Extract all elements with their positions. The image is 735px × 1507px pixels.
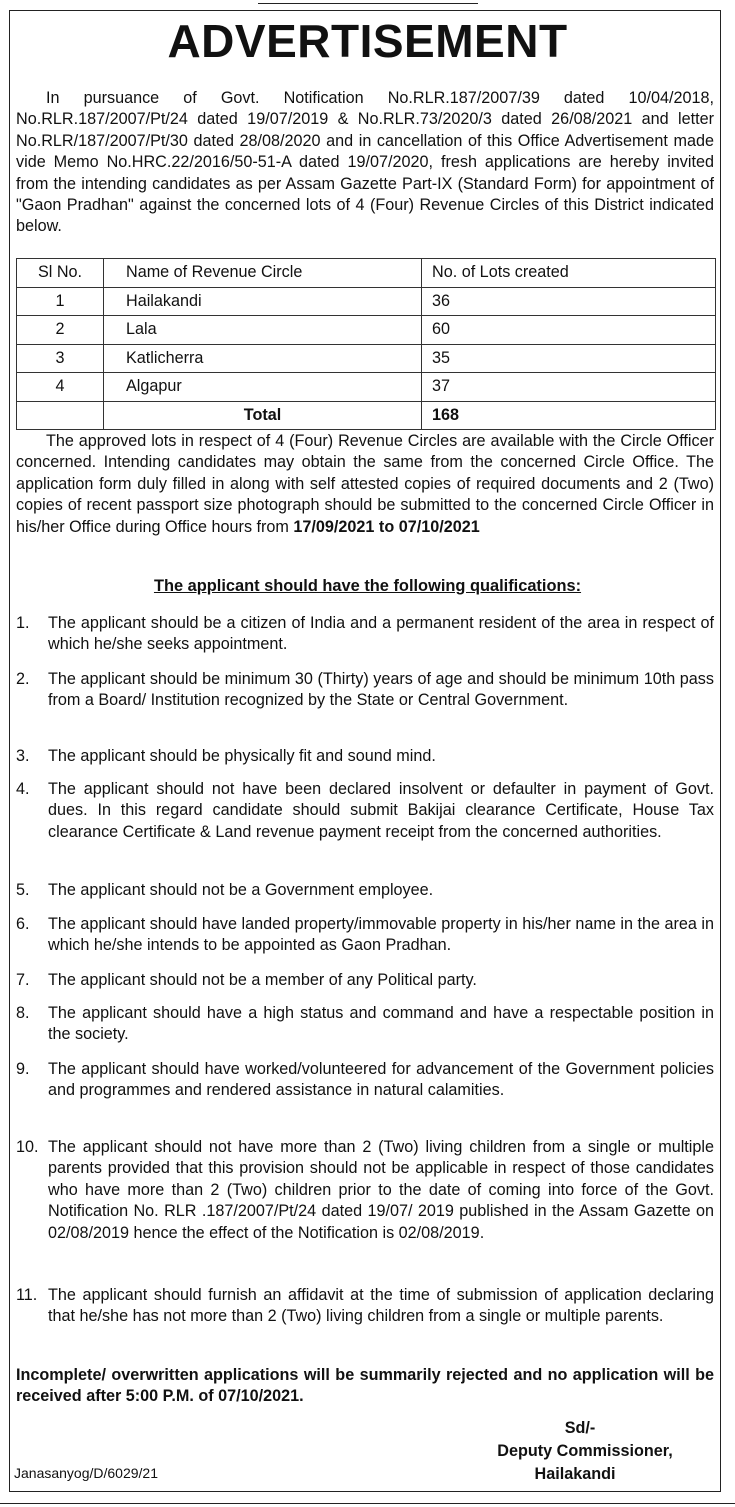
item-number: 10. <box>16 1138 39 1156</box>
signature-sd: Sd/- <box>564 1419 596 1437</box>
item-text: The applicant should not be a member of any Political party. <box>48 971 477 989</box>
page-title: ADVERTISEMENT <box>167 15 568 67</box>
qualification-item <box>16 1137 714 1244</box>
item-number: 1. <box>16 614 30 632</box>
qualifications-heading: The applicant should have the following qualifications: <box>153 577 582 595</box>
qualification-item <box>16 669 714 712</box>
item-number: 9. <box>16 1060 30 1078</box>
signature-designation: Deputy Commissioner, <box>497 1442 673 1460</box>
table-row <box>17 287 716 316</box>
cell-lots: 35 <box>422 344 716 373</box>
header-lots: No. of Lots created <box>422 259 716 288</box>
availability-text: The approved lots in respect of 4 (Four) Revenue Circles are available with the Circle Officer concerned. Intending candidates may obtain the same from the concerned Circle Office. The application form duly filled in along with self attested copies of required documents and 2 (Two) copies of recent passport size photograph should be submitted to the concerned Circle Officer in his/her Office during Office hours from <box>16 432 714 536</box>
revenue-circle-table <box>16 258 716 430</box>
item-text: The applicant should be minimum 30 (Thirty) years of age and should be minimum 10th pass from a Board/ Institution recognized by the State or Central Government. <box>48 670 714 710</box>
bottom-rule <box>0 1503 735 1504</box>
qualification-item <box>16 970 714 991</box>
header-circle-name: Name of Revenue Circle <box>104 259 422 288</box>
item-number: 8. <box>16 1004 30 1022</box>
item-number: 11. <box>16 1286 38 1304</box>
item-text: The applicant should have a high status and command and have a respectable position in the society. <box>48 1004 714 1044</box>
cell-circle-name: Algapur <box>104 373 422 402</box>
table-row <box>17 316 716 345</box>
item-text: The applicant should furnish an affidavit at the time of submission of application declaring that he/she has not more than 2 (Two) living children from a single or multiple parents. <box>48 1286 714 1326</box>
table-header-row <box>17 259 716 288</box>
item-number: 7. <box>16 971 30 989</box>
item-text: The applicant should be physically fit and sound mind. <box>48 747 436 765</box>
item-number: 5. <box>16 881 30 899</box>
table-row <box>17 344 716 373</box>
cell-sl-no: 4 <box>17 373 104 402</box>
qualification-item <box>16 1285 714 1328</box>
item-text: The applicant should not have been declared insolvent or defaulter in payment of Govt. dues. In this regard candidate should submit Bakijai clearance Certificate, House Tax clearance Certificate & Land revenue payment receipt from the concerned authorities. <box>48 780 714 841</box>
item-text: The applicant should be a citizen of India and a permanent resident of the area in respect of which he/she seeks appointment. <box>48 614 714 654</box>
total-label: Total <box>104 401 422 430</box>
item-text: The applicant should not be a Government employee. <box>48 881 434 899</box>
item-text: The applicant should have worked/volunteered for advancement of the Government policies and programmes and rendered assistance in natural calamities. <box>48 1060 714 1100</box>
qualification-item <box>16 1003 714 1046</box>
signature-place: Hailakandi <box>534 1465 616 1483</box>
cell-circle-name: Hailakandi <box>104 287 422 316</box>
cell-sl-no: 3 <box>17 344 104 373</box>
table-total-row <box>17 401 716 430</box>
item-text: The applicant should have landed property/immovable property in his/her name in the area in which he/she intends to be appointed as Gaon Pradhan. <box>48 915 714 955</box>
application-dates: 17/09/2021 to 07/10/2021 <box>293 517 480 536</box>
cell-circle-name: Lala <box>104 316 422 345</box>
top-rule <box>258 0 478 4</box>
closing-notice: Incomplete/ overwritten applications will be summarily rejected and no application will be received after 5:00 P.M. of 07/10/2021. <box>16 1366 714 1406</box>
qualification-item <box>16 746 714 767</box>
total-value: 168 <box>422 401 716 430</box>
cell-lots: 37 <box>422 373 716 402</box>
cell-circle-name: Katlicherra <box>104 344 422 373</box>
cell-sl-no: 1 <box>17 287 104 316</box>
qualification-item <box>16 613 714 656</box>
item-number: 6. <box>16 915 30 933</box>
item-text: The applicant should not have more than 2 (Two) living children from a single or multiple parents provided that this provision should not be applicable in respect of those candidates who have more than 2 (Two) children prior to the date of coming into force of the Govt. Notification No. RLR .187/2007/Pt/24 dated 19/07/ 2019 published in the Assam Gazette on 02/08/2019 hence the effect of the Notification is 02/08/2019. <box>48 1138 714 1242</box>
cell-empty <box>17 401 104 430</box>
intro-paragraph: In pursuance of Govt. Notification No.RLR.187/2007/39 dated 10/04/2018, No.RLR.187/2007/Pt/24 dated 19/07/2019 & No.RLR.73/2020/3 dated 26/08/2021 and letter No.RLR/187/2007/Pt/30 dated 28/08/2020 and in cancellation of this Office Advertisement made vide Memo No.HRC.22/2016/50-51-A dated 19/07/2020, fresh applications are hereby invited from the intending candidates as per Assam Gazette Part-IX (Standard Form) for appointment of "Gaon Pradhan" against the concerned lots of 4 (Four) Revenue Circles of this District indicated below. <box>16 89 714 236</box>
cell-sl-no: 2 <box>17 316 104 345</box>
reference-number: Janasanyog/D/6029/21 <box>14 1465 158 1481</box>
item-number: 3. <box>16 747 30 765</box>
qualification-item <box>16 914 714 957</box>
qualification-item <box>16 880 714 901</box>
qualification-item <box>16 1059 714 1102</box>
item-number: 2. <box>16 670 30 688</box>
cell-lots: 60 <box>422 316 716 345</box>
qualification-item <box>16 779 714 843</box>
header-sl-no: Sl No. <box>17 259 104 288</box>
availability-paragraph <box>16 431 714 538</box>
table-row <box>17 373 716 402</box>
item-number: 4. <box>16 780 30 798</box>
cell-lots: 36 <box>422 287 716 316</box>
